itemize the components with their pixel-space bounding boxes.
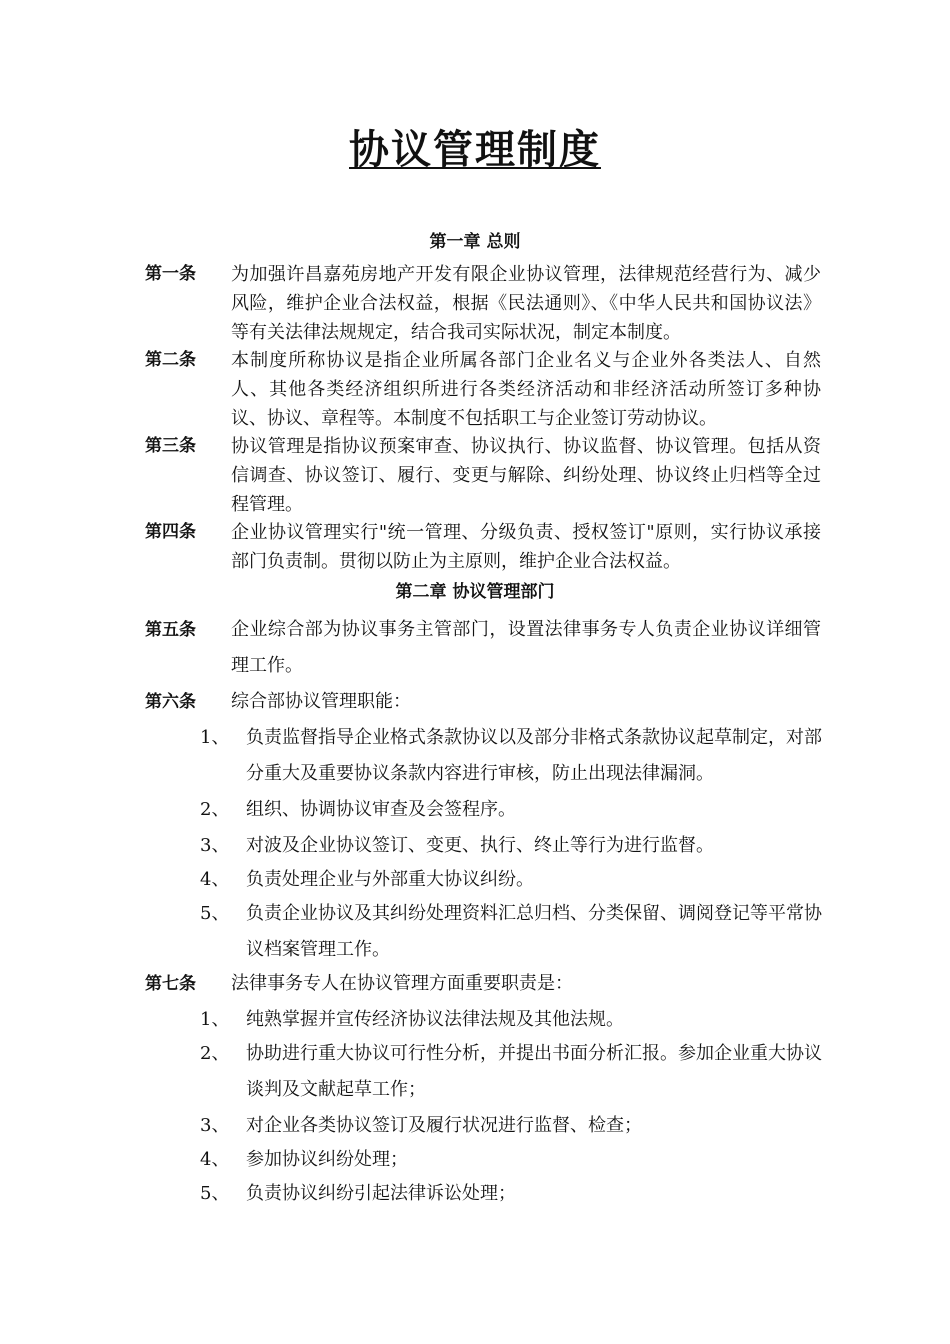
- article-2: [145, 346, 825, 433]
- list-item: [200, 1176, 840, 1212]
- article-text: 企业综合部为协议事务主管部门，设置法律事务专人负责企业协议详细管理工作。: [231, 619, 821, 676]
- item-text: 参加协议纠纷处理；: [246, 1149, 408, 1170]
- list-item: [200, 1108, 840, 1144]
- list-item: [200, 896, 840, 968]
- item-number: 1、: [200, 1009, 230, 1030]
- article-label: 第五条: [145, 620, 196, 640]
- list-item: [200, 828, 840, 864]
- list-item: [200, 792, 840, 828]
- item-number: 5、: [200, 1183, 230, 1204]
- item-text: 负责监督指导企业格式条款协议以及部分非格式条款协议起草制定，对部分重大及重要协议条款内容进行审核，防止出现法律漏洞。: [246, 727, 822, 784]
- item-number: 4、: [200, 1149, 230, 1170]
- article-text: 企业协议管理实行"统一管理、分级负责、授权签订"原则，实行协议承接部门负责制。贯彻以防止为主原则，维护企业合法权益。: [231, 522, 821, 572]
- item-number: 3、: [200, 1115, 230, 1136]
- item-number: 3、: [200, 835, 230, 856]
- item-text: 对波及企业协议签订、变更、执行、终止等行为进行监督。: [246, 835, 714, 856]
- item-number: 2、: [200, 799, 230, 820]
- article-label: 第七条: [145, 974, 196, 994]
- list-item: [200, 1142, 840, 1178]
- list-item: [200, 720, 840, 792]
- article-label: 第六条: [145, 692, 196, 712]
- article-label: 第一条: [145, 264, 196, 284]
- item-text: 纯熟掌握并宣传经济协议法律法规及其他法规。: [246, 1009, 624, 1030]
- article-label: 第三条: [145, 436, 196, 456]
- article-label: 第二条: [145, 350, 196, 370]
- article-text: 协议管理是指协议预案审查、协议执行、协议监督、协议管理。包括从资信调查、协议签订、履行、变更与解除、纠纷处理、协议终止归档等全过程管理。: [231, 436, 821, 515]
- article-4: [145, 518, 825, 576]
- item-text: 负责企业协议及其纠纷处理资料汇总归档、分类保留、调阅登记等平常协议档案管理工作。: [246, 903, 822, 960]
- article-text: 法律事务专人在协议管理方面重要职责是：: [231, 973, 573, 994]
- article-6: [145, 684, 825, 720]
- list-item: [200, 1036, 840, 1108]
- chapter-heading: 第一章 总则: [429, 232, 521, 252]
- article-5: [145, 612, 825, 684]
- item-text: 负责处理企业与外部重大协议纠纷。: [246, 869, 534, 890]
- article-text: 本制度所称协议是指企业所属各部门企业名义与企业外各类法人、自然人、其他各类经济组织所进行各类经济活动和非经济活动所签订多种协议、协议、章程等。本制度不包括职工与企业签订劳动协议。: [231, 350, 821, 429]
- item-number: 2、: [200, 1043, 230, 1064]
- article-1: [145, 260, 825, 347]
- item-text: 负责协议纠纷引起法律诉讼处理；: [246, 1183, 516, 1204]
- item-text: 对企业各类协议签订及履行状况进行监督、检查；: [246, 1115, 642, 1136]
- article-3: [145, 432, 825, 519]
- article-text: 为加强许昌嘉苑房地产开发有限企业协议管理，法律规范经营行为、减少风险，维护企业合法权益，根据《民法通则》、《中华人民共和国协议法》等有关法律法规规定，结合我司实际状况，制定本制度。: [231, 264, 821, 343]
- item-text: 组织、协调协议审查及会签程序。: [246, 799, 516, 820]
- document-title: 协议管理制度: [349, 127, 601, 173]
- list-item: [200, 1002, 840, 1038]
- article-text: 综合部协议管理职能：: [231, 691, 411, 712]
- item-text: 协助进行重大协议可行性分析，并提出书面分析汇报。参加企业重大协议谈判及文献起草工作；: [246, 1043, 822, 1100]
- item-number: 4、: [200, 869, 230, 890]
- article-7: [145, 966, 825, 1002]
- list-item: [200, 862, 840, 898]
- article-label: 第四条: [145, 522, 196, 542]
- item-number: 1、: [200, 727, 230, 748]
- chapter-heading: 第二章 协议管理部门: [395, 582, 555, 602]
- item-number: 5、: [200, 903, 230, 924]
